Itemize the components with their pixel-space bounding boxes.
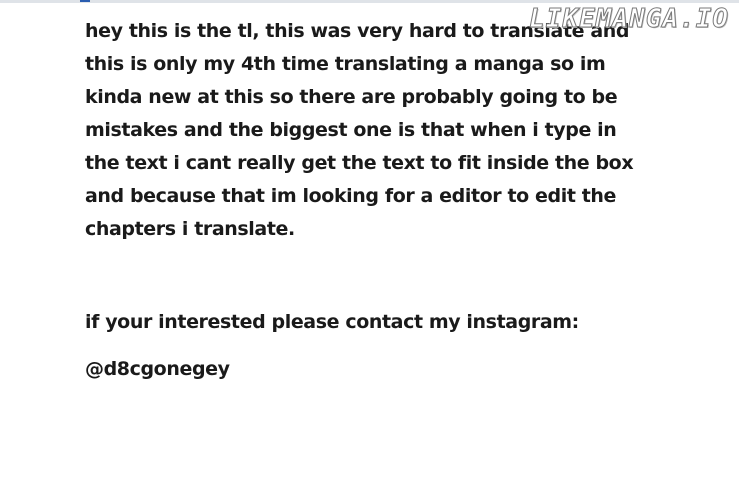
top-border — [0, 0, 739, 3]
site-watermark: LIKEMANGA.IO — [529, 4, 729, 34]
top-accent-tick — [80, 0, 90, 2]
note-paragraph: hey this is the tl, this was very hard to translate and this is only my 4th time translating a manga so im kinda new at this so there are probably going to be mistakes and the biggest one is that when i type in the text i cant really get the text to fit inside the box and because that im looking for a editor to edit the chapters i translate. — [85, 20, 634, 240]
contact-line: if your interested please contact my instagram: — [85, 311, 579, 333]
instagram-handle: @d8cgonegey — [85, 358, 230, 380]
translator-note — [85, 15, 645, 386]
